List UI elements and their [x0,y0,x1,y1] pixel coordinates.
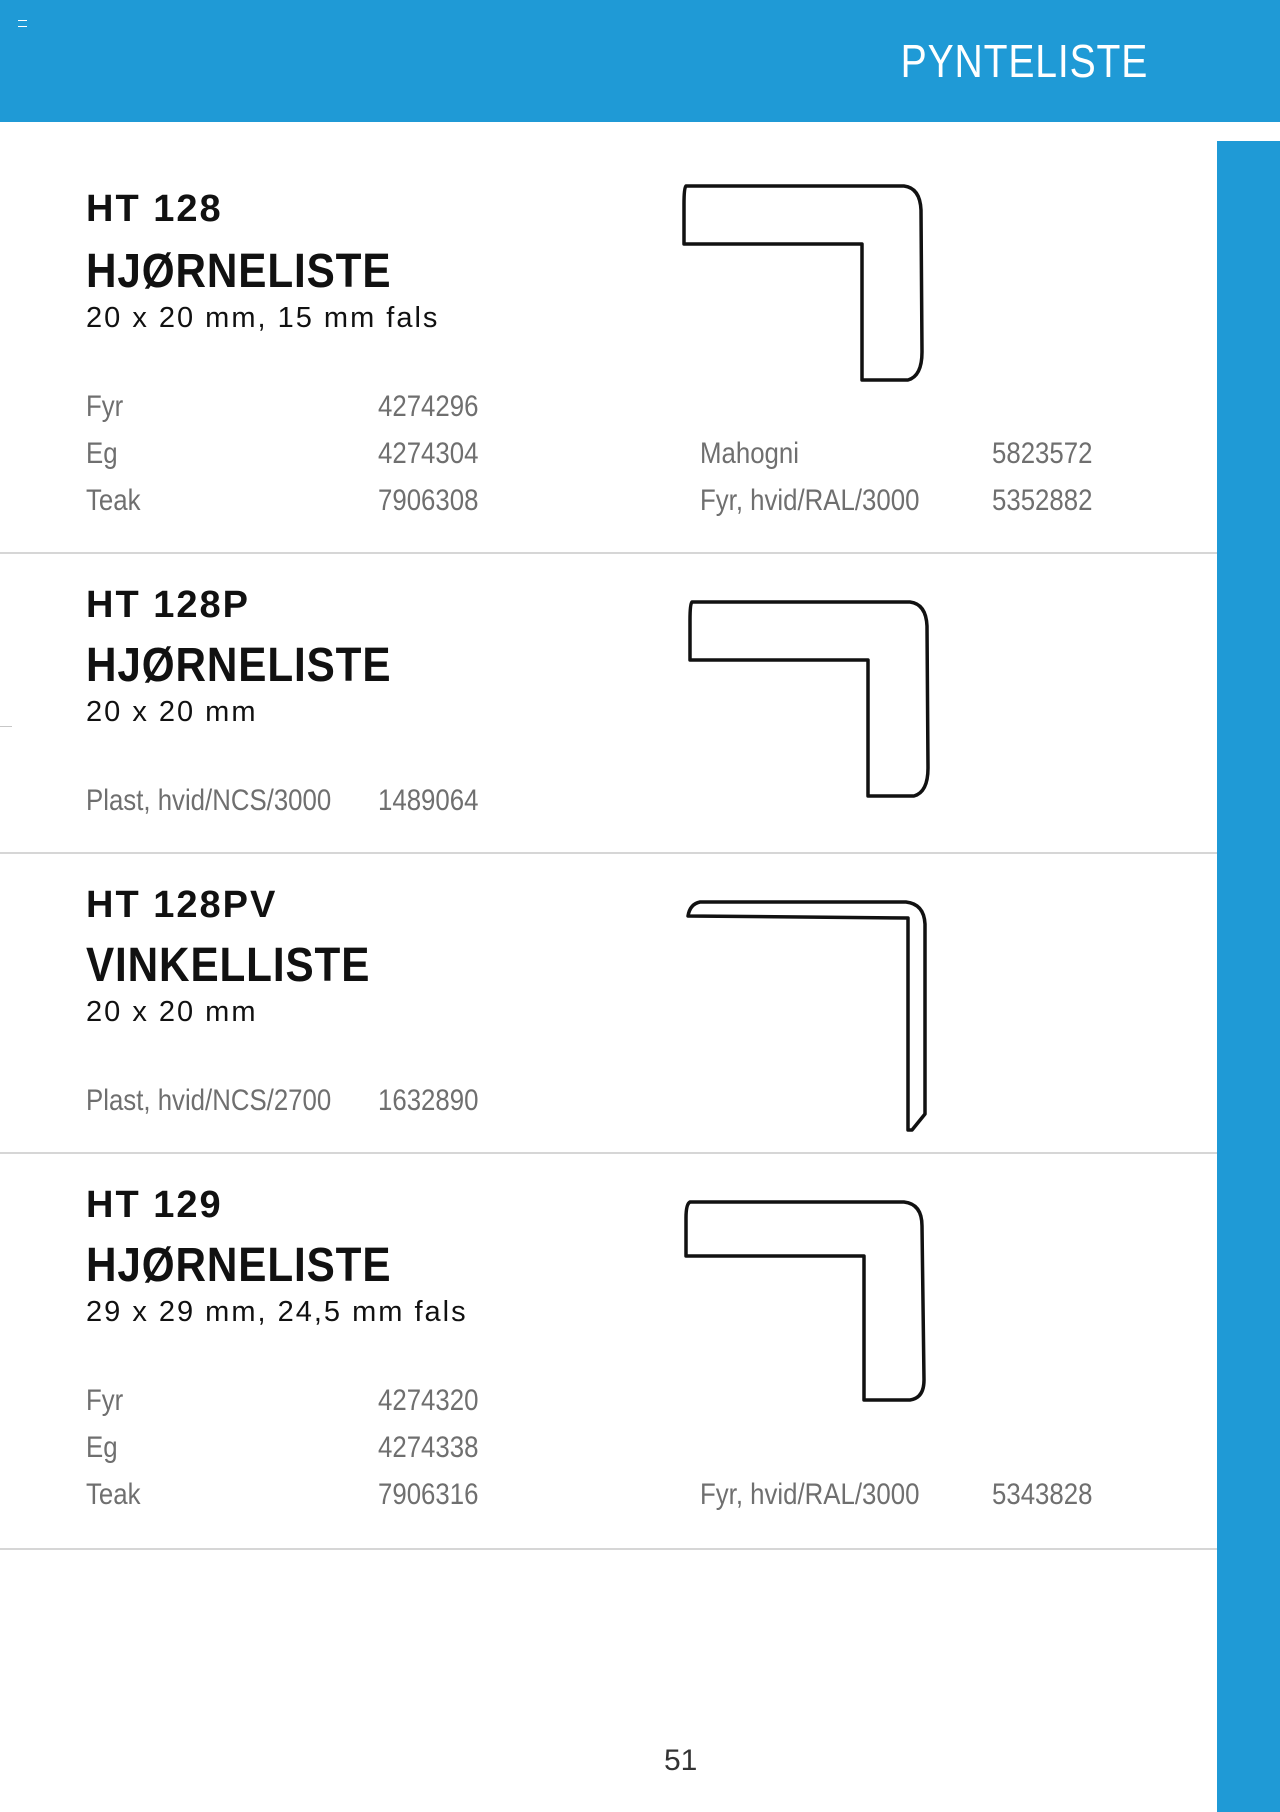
variant-number: 7906316 [378,1478,479,1511]
product-name: HJØRNELISTE [86,245,392,298]
corner-molding-profile-icon [680,182,940,422]
product-ht128 [0,122,1217,554]
variant-label: Fyr [86,390,124,423]
product-code: HT 129 [86,1184,223,1226]
variant-label: Teak [86,1478,141,1511]
variant-label: Fyr, hvid/RAL/3000 [700,1478,920,1511]
variant-number: 1489064 [378,784,479,817]
product-name: HJØRNELISTE [86,639,392,692]
product-ht128p [0,554,1217,854]
product-code: HT 128 [86,188,223,230]
menu-icon [18,20,27,27]
variant-label: Fyr, hvid/RAL/3000 [700,484,920,517]
product-dimensions: 20 x 20 mm, 15 mm fals [86,302,440,334]
product-ht128pv [0,854,1217,1154]
product-name: VINKELLISTE [86,939,371,992]
variant-number: 4274296 [378,390,479,423]
side-accent-bar [1217,141,1280,1812]
variant-label: Mahogni [700,437,799,470]
corner-molding-profile-icon [686,598,946,838]
variant-label: Eg [86,1431,118,1464]
variant-number: 4274338 [378,1431,479,1464]
variant-number: 4274304 [378,437,479,470]
variant-label: Teak [86,484,141,517]
corner-molding-profile-icon [682,1200,942,1440]
variant-number: 5823572 [992,437,1093,470]
product-name: HJØRNELISTE [86,1239,392,1292]
page-number: 51 [664,1744,698,1777]
variant-label: Plast, hvid/NCS/3000 [86,784,332,817]
page-title: PYNTELISTE [900,35,1148,87]
variant-label: Plast, hvid/NCS/2700 [86,1084,332,1117]
product-ht129 [0,1154,1217,1550]
variant-number: 4274320 [378,1384,479,1417]
variant-number: 5343828 [992,1478,1093,1511]
product-dimensions: 20 x 20 mm [86,996,258,1028]
product-dimensions: 29 x 29 mm, 24,5 mm fals [86,1296,468,1328]
variant-label: Eg [86,437,118,470]
product-dimensions: 20 x 20 mm [86,696,258,728]
product-code: HT 128PV [86,884,278,926]
variant-label: Fyr [86,1384,124,1417]
page-header [0,0,1280,122]
angle-molding-profile-icon [684,900,944,1140]
variant-number: 7906308 [378,484,479,517]
variant-number: 5352882 [992,484,1093,517]
variant-number: 1632890 [378,1084,479,1117]
product-code: HT 128P [86,584,250,626]
